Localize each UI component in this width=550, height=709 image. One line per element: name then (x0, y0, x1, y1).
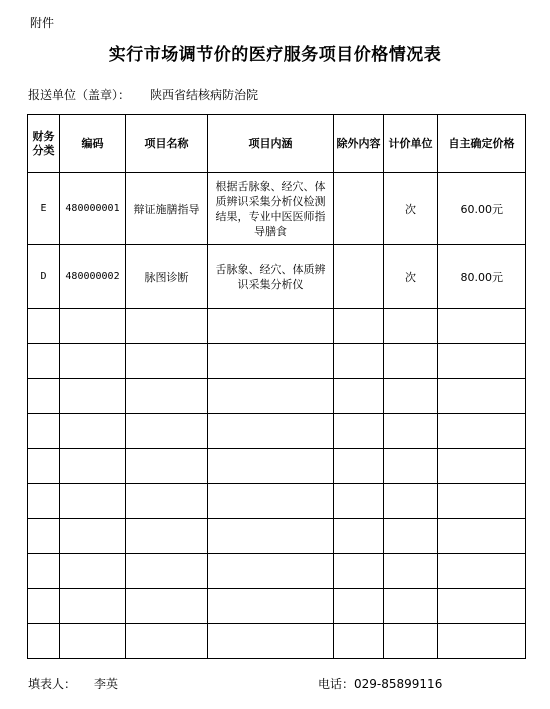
empty-cell (28, 554, 60, 589)
empty-cell (60, 344, 126, 379)
empty-cell (126, 449, 208, 484)
empty-cell (334, 379, 384, 414)
cell-item-content: 根据舌脉象、经穴、体质辨识采集分析仪检测结果，专业中医医师指导膳食 (208, 173, 334, 245)
empty-cell (384, 449, 438, 484)
header-category: 财务 分类 (28, 115, 60, 173)
table-row-empty (28, 589, 526, 624)
empty-cell (384, 414, 438, 449)
empty-cell (126, 309, 208, 344)
empty-cell (126, 624, 208, 659)
empty-cell (60, 414, 126, 449)
filler-label: 填表人： (28, 677, 77, 691)
cell-price: 60.00元 (438, 173, 526, 245)
empty-cell (208, 484, 334, 519)
empty-cell (384, 379, 438, 414)
empty-cell (208, 344, 334, 379)
cell-unit: 次 (384, 173, 438, 245)
empty-cell (438, 519, 526, 554)
empty-cell (28, 449, 60, 484)
header-price: 自主确定价格 (438, 115, 526, 173)
empty-cell (438, 484, 526, 519)
empty-cell (208, 519, 334, 554)
header-code: 编码 (60, 115, 126, 173)
empty-cell (384, 519, 438, 554)
empty-cell (60, 589, 126, 624)
header-item-name: 项目名称 (126, 115, 208, 173)
table-row-empty (28, 519, 526, 554)
table-row-empty (28, 344, 526, 379)
cell-exclusion (334, 173, 384, 245)
empty-cell (384, 624, 438, 659)
empty-cell (438, 309, 526, 344)
table-row (28, 173, 526, 245)
empty-cell (28, 309, 60, 344)
cell-code: 480000001 (60, 173, 126, 245)
empty-cell (208, 624, 334, 659)
empty-cell (28, 484, 60, 519)
empty-cell (334, 309, 384, 344)
cell-item-name: 脉图诊断 (126, 245, 208, 309)
empty-cell (384, 309, 438, 344)
phone-label: 电话： (318, 677, 355, 691)
price-table (27, 114, 526, 659)
empty-cell (126, 554, 208, 589)
empty-cell (28, 344, 60, 379)
empty-cell (334, 589, 384, 624)
empty-cell (384, 589, 438, 624)
empty-cell (60, 554, 126, 589)
empty-cell (28, 379, 60, 414)
cell-category: E (28, 173, 60, 245)
empty-cell (438, 379, 526, 414)
cell-item-content: 舌脉象、经穴、体质辨识采集分析仪 (208, 245, 334, 309)
empty-cell (28, 589, 60, 624)
empty-cell (60, 379, 126, 414)
table-header-row (28, 115, 526, 173)
empty-cell (438, 344, 526, 379)
empty-cell (334, 519, 384, 554)
empty-cell (334, 554, 384, 589)
empty-cell (334, 414, 384, 449)
empty-cell (208, 554, 334, 589)
table-row-empty (28, 624, 526, 659)
empty-cell (60, 519, 126, 554)
empty-cell (60, 624, 126, 659)
reporting-unit-label: 报送单位（盖章）： (28, 88, 131, 102)
cell-code: 480000002 (60, 245, 126, 309)
empty-cell (208, 379, 334, 414)
empty-cell (334, 449, 384, 484)
empty-cell (384, 344, 438, 379)
empty-cell (28, 519, 60, 554)
table-row-empty (28, 379, 526, 414)
attachment-label: 附件 (30, 16, 55, 30)
cell-item-name: 辩证施膳指导 (126, 173, 208, 245)
table-row (28, 245, 526, 309)
empty-cell (126, 379, 208, 414)
empty-cell (208, 414, 334, 449)
empty-cell (60, 309, 126, 344)
cell-unit: 次 (384, 245, 438, 309)
cell-category: D (28, 245, 60, 309)
cell-exclusion (334, 245, 384, 309)
empty-cell (438, 554, 526, 589)
reporting-unit (28, 86, 258, 103)
filler-name: 李英 (94, 677, 119, 691)
empty-cell (334, 624, 384, 659)
empty-cell (438, 449, 526, 484)
empty-cell (126, 344, 208, 379)
empty-cell (384, 484, 438, 519)
header-unit: 计价单位 (384, 115, 438, 173)
empty-cell (438, 589, 526, 624)
empty-cell (126, 519, 208, 554)
empty-cell (28, 624, 60, 659)
empty-cell (126, 414, 208, 449)
table-row-empty (28, 484, 526, 519)
empty-cell (438, 624, 526, 659)
empty-cell (334, 484, 384, 519)
empty-cell (208, 589, 334, 624)
header-exclusion: 除外内容 (334, 115, 384, 173)
empty-cell (60, 449, 126, 484)
empty-cell (126, 484, 208, 519)
empty-cell (208, 309, 334, 344)
table-row-empty (28, 309, 526, 344)
filler-info (28, 675, 118, 692)
empty-cell (126, 589, 208, 624)
empty-cell (384, 554, 438, 589)
empty-cell (28, 414, 60, 449)
table-row-empty (28, 554, 526, 589)
cell-price: 80.00元 (438, 245, 526, 309)
empty-cell (334, 344, 384, 379)
empty-cell (60, 484, 126, 519)
empty-cell (208, 449, 334, 484)
reporting-unit-name: 陕西省结核病防治院 (150, 88, 259, 102)
table-row-empty (28, 414, 526, 449)
header-item-content: 项目内涵 (208, 115, 334, 173)
empty-cell (438, 414, 526, 449)
phone-number: 029-85899116 (354, 677, 443, 691)
table-row-empty (28, 449, 526, 484)
page-title: 实行市场调节价的医疗服务项目价格情况表 (108, 45, 442, 65)
phone-info (318, 675, 442, 692)
